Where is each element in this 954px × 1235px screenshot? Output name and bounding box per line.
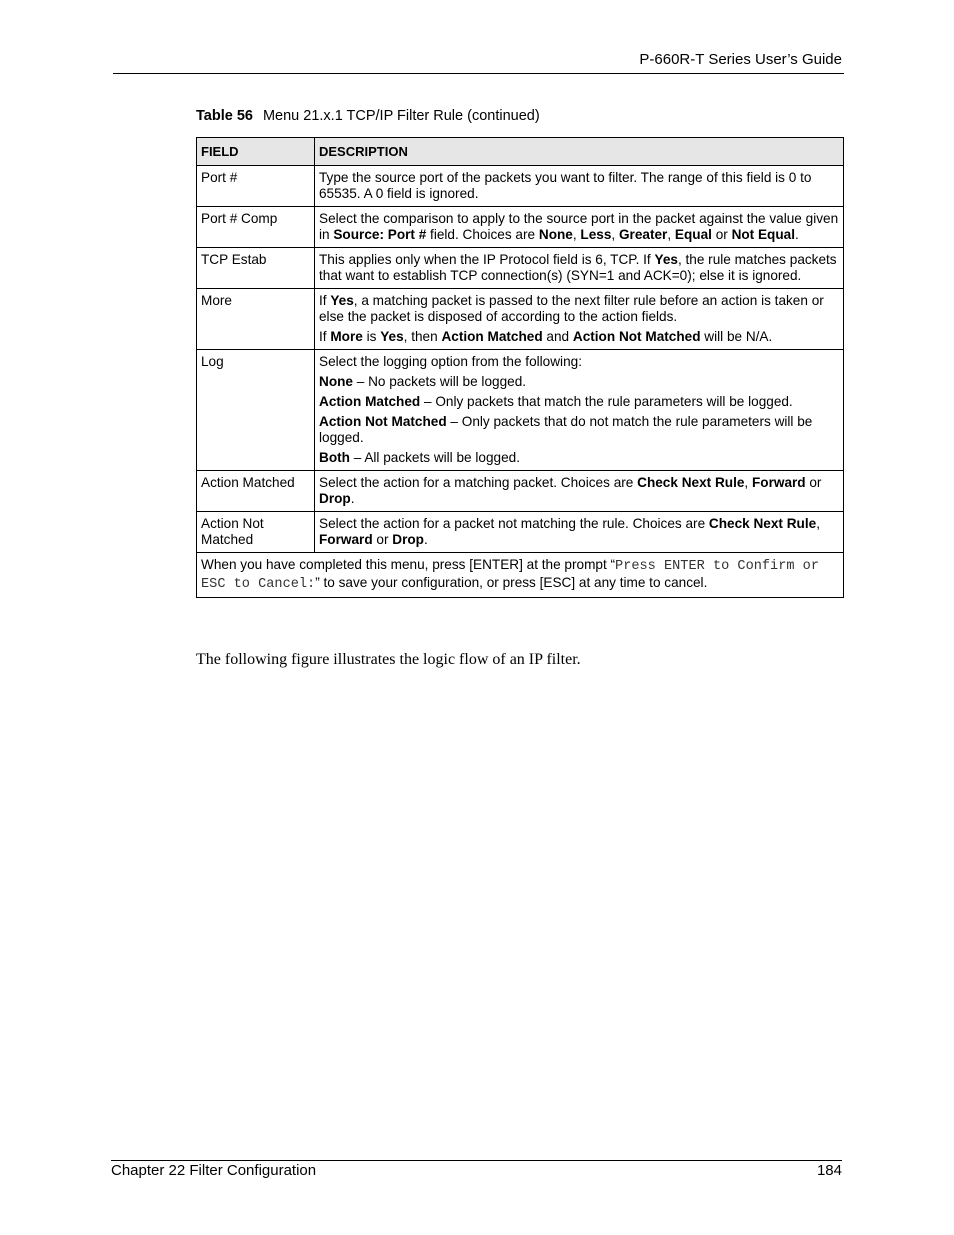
bold-term: Action Not Matched [319,414,447,429]
header-rule [113,73,844,74]
field-name-cell: Action Not Matched [197,512,315,553]
text-run: – Only packets that do not match the rule parameters will be logged. [319,414,813,445]
description-cell [315,471,844,512]
description-cell [315,350,844,471]
bold-term: Both [319,450,350,465]
description-cell [315,512,844,553]
table-caption-text: Menu 21.x.1 TCP/IP Filter Rule (continued) [262,108,540,124]
description-paragraph [319,374,839,390]
text-run: Select the action for a packet not matching the rule. Choices are [319,516,709,531]
table-row [197,289,844,350]
field-name-cell: Port # [197,166,315,207]
table-footer-row [197,553,844,598]
field-name-cell: Port # Comp [197,207,315,248]
text-run: , [744,475,752,490]
text-run: . [423,532,428,547]
field-name-cell: TCP Estab [197,248,315,289]
body-paragraph: The following figure illustrates the logic flow of an IP filter. [196,651,581,668]
bold-term: None [319,374,353,389]
description-paragraph [319,329,839,345]
text-run: field. Choices are [426,227,539,242]
description-cell [315,207,844,248]
bold-term: Action Matched [441,329,543,344]
text-run: , a matching packet is passed to the next filter rule before an action is taken or else the packet is disposed of according to the action fields. [319,293,824,324]
table-row [197,471,844,512]
text-run: , then [403,329,442,344]
description-cell [315,248,844,289]
bold-term: Source: Port # [333,227,427,242]
bold-term: Action Matched [319,394,421,409]
description-paragraph [319,394,839,410]
description-paragraph [319,293,839,325]
text-run: will be N/A. [700,329,773,344]
text-run: This applies only when the IP Protocol field is 6, TCP. If [319,252,655,267]
text-run: – Only packets that match the rule parameters will be logged. [420,394,793,409]
bold-term: Drop [392,532,424,547]
text-run: and [542,329,573,344]
text-run: , the rule matches packets that want to establish TCP connection(s) (SYN=1 and ACK=0); else it is ignored. [319,252,837,283]
description-paragraph [319,354,839,370]
table-row [197,166,844,207]
description-cell [315,289,844,350]
text-run: If [319,329,331,344]
footer-chapter: Chapter 22 Filter Configuration [111,1162,317,1179]
description-cell [315,166,844,207]
bold-term: Greater [618,227,668,242]
table-header-row [197,138,844,166]
prompt-text: Press ENTER to Confirm or ESC to Cancel: [201,559,819,592]
text-run: , [816,516,820,531]
bold-term: Check Next Rule [637,475,745,490]
text-run: , [611,227,619,242]
description-paragraph [319,450,839,466]
field-name-cell: Action Matched [197,471,315,512]
bold-term: Forward [751,475,806,490]
table-footer-note [197,553,844,598]
field-name-cell: Log [197,350,315,471]
running-header-title: P-660R-T Series User’s Guide [639,51,842,68]
table-row [197,512,844,553]
text-run: , [667,227,675,242]
description-paragraph [319,211,839,243]
text-run: If [319,293,331,308]
description-paragraph [319,170,839,202]
table-row [197,207,844,248]
table-body [197,166,844,553]
text-run: Select the action for a matching packet. Choices are [319,475,638,490]
text-run: – No packets will be logged. [352,374,527,389]
bold-term: More [330,329,363,344]
bold-term: Check Next Rule [708,516,817,531]
text-run: – All packets will be logged. [349,450,520,465]
bold-term: Equal [674,227,712,242]
description-paragraph [319,252,839,284]
bold-term: Less [580,227,612,242]
filter-rule-table [196,137,844,598]
bold-term: Forward [319,532,373,547]
table-caption-label: Table 56 [196,108,253,124]
text-run: or [711,227,732,242]
column-header-description: DESCRIPTION [315,138,844,166]
column-header-field: FIELD [197,138,315,166]
text-run: or [372,532,393,547]
text-run: . [350,491,355,506]
bold-term: Yes [330,293,354,308]
table-caption [196,108,540,124]
bold-term: Drop [319,491,351,506]
description-paragraph [319,516,839,548]
text-run: is [362,329,381,344]
text-run: . [795,227,799,242]
footer-page-number: 184 [816,1162,842,1179]
text-run: Type the source port of the packets you want to filter. The range of this field is 0 to 65535. A 0 field is ignored. [319,170,812,201]
field-name-cell: More [197,289,315,350]
text-run: When you have completed this menu, press [ENTER] at the prompt “ [201,557,616,572]
bold-term: Yes [654,252,678,267]
description-paragraph [319,414,839,446]
text-run: Select the logging option from the following: [319,354,582,369]
text-run: Select the comparison to apply to the source port in the packet against the value given in [319,211,839,242]
bold-term: None [538,227,573,242]
bold-term: Action Not Matched [572,329,701,344]
bold-term: Yes [380,329,404,344]
text-run: or [805,475,822,490]
bold-term: Not Equal [731,227,795,242]
text-run: ” to save your configuration, or press [ESC] at any time to cancel. [315,575,708,590]
text-run: , [572,227,581,242]
table-row [197,350,844,471]
description-paragraph [319,475,839,507]
footer-rule [111,1160,842,1161]
table-row [197,248,844,289]
